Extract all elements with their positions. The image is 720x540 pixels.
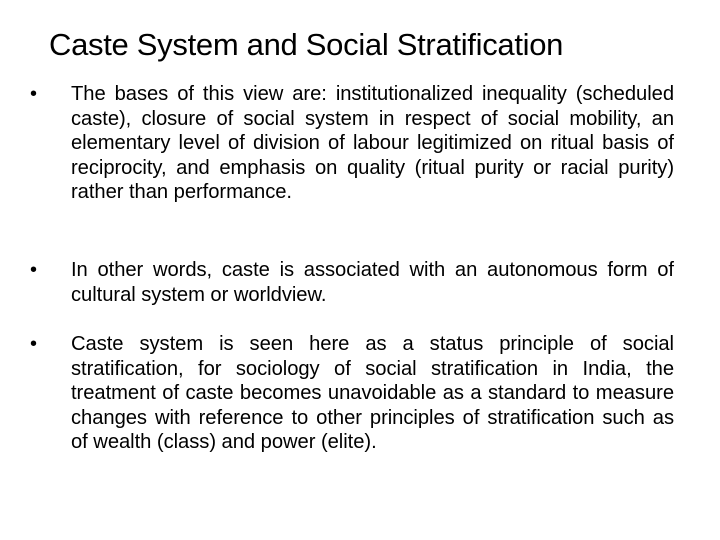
bullet-dot-icon: •	[30, 333, 38, 355]
bullet-dot-icon: •	[30, 83, 38, 105]
bullet-text-2: In other words, caste is associated with an autonomous form of cultural system or worldview.	[71, 259, 674, 306]
bullet-item-3	[30, 332, 674, 455]
bullet-item-1	[30, 82, 674, 205]
bullet-dot-icon: •	[30, 259, 38, 281]
bullet-text-1: The bases of this view are: institutionalized inequality (scheduled caste), closure of social system in respect of social mobility, an elementary level of division of labour legitimized on ritual basis of reciprocity, and emphasis on quality (ritual purity or racial purity) rather than performance.	[71, 83, 674, 203]
slide-title: Caste System and Social Stratification	[49, 27, 564, 62]
bullet-item-2	[30, 258, 674, 307]
bullet-text-3: Caste system is seen here as a status principle of social stratification, for sociology of social stratification in India, the treatment of caste becomes unavoidable as a standard to measure changes with reference to other principles of stratification such as of wealth (class) and power (elite).	[71, 333, 674, 453]
